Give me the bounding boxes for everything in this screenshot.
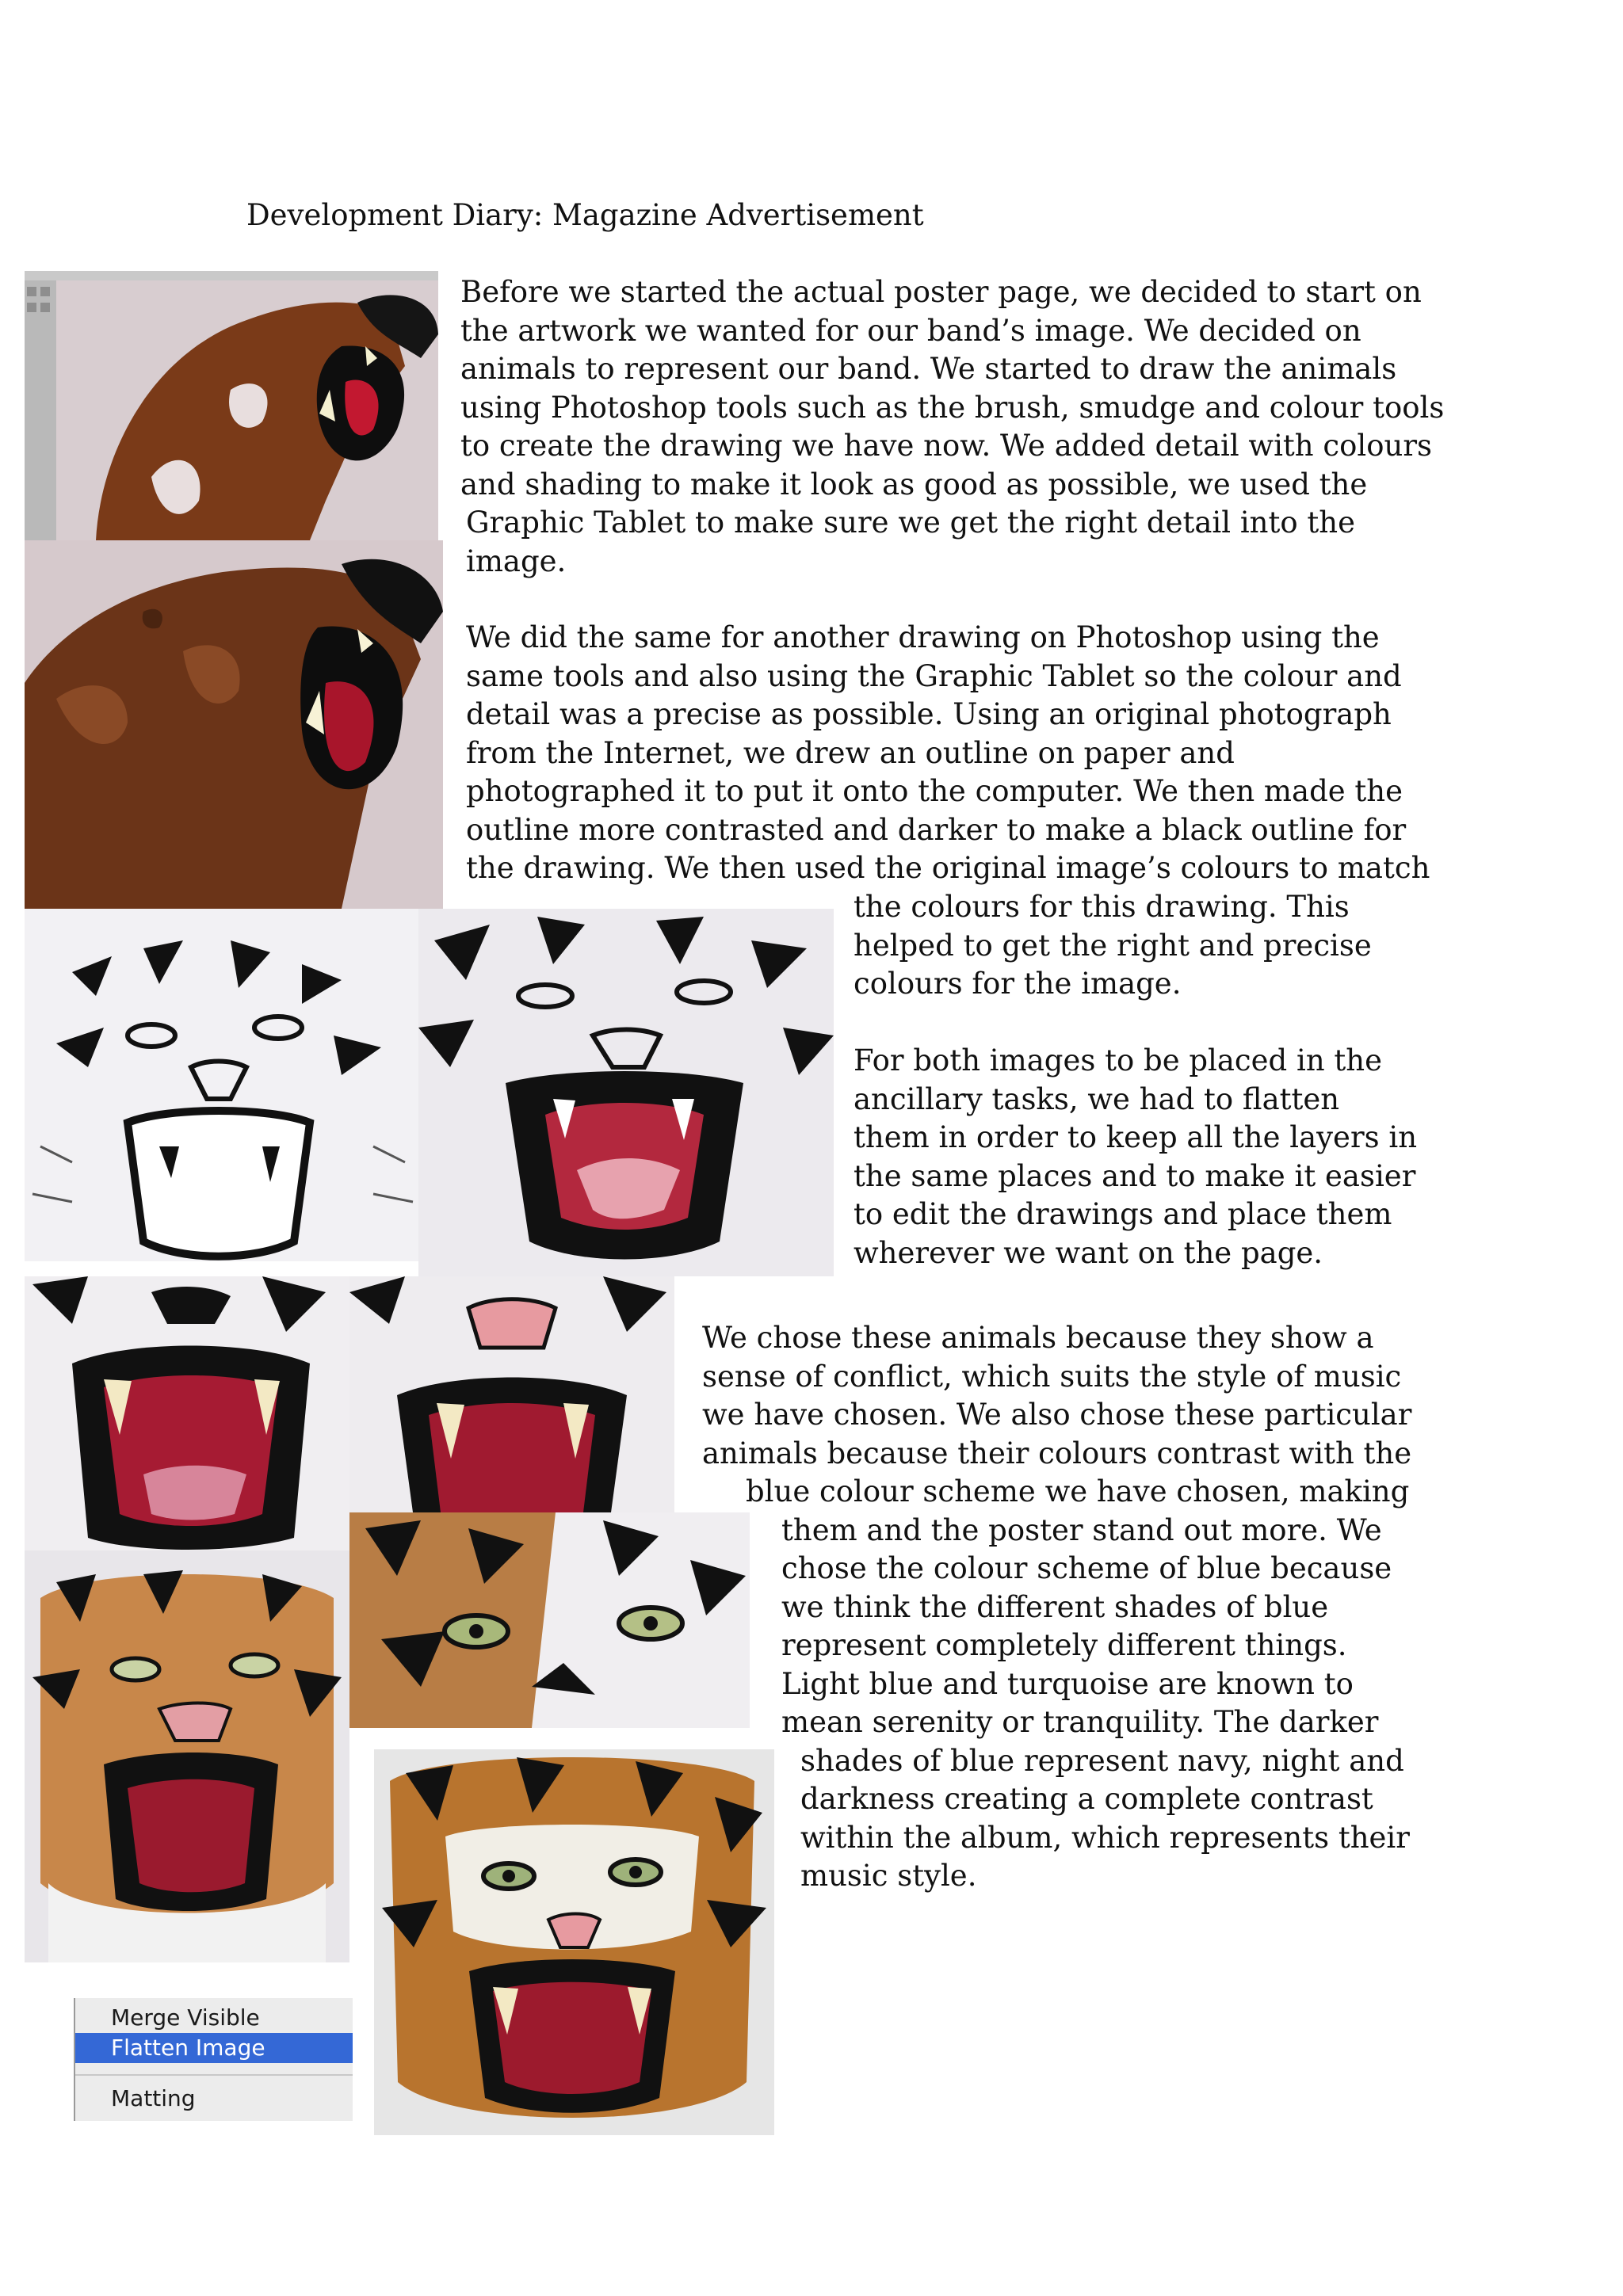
text-line: animals because their colours contrast with the [702, 1436, 1412, 1470]
text-line: ancillary tasks, we had to flatten [854, 1081, 1340, 1116]
text-line: Graphic Tablet to make sure we get the right detail into the [466, 505, 1355, 540]
text-line: sense of conflict, which suits the style of music [702, 1359, 1402, 1394]
text-line: and shading to make it look as good as possible, we used the [460, 467, 1368, 502]
text-line: mean serenity or tranquility. The darker [781, 1705, 1379, 1739]
paragraph-2-continuation [854, 888, 1372, 1004]
text-line: them and the poster stand out more. We [781, 1512, 1382, 1547]
text-line: chose the colour scheme of blue because [781, 1551, 1392, 1585]
tiger-outline-mouth-colour-image [418, 909, 834, 1276]
text-line: the colours for this drawing. This [854, 890, 1350, 924]
menu-divider [75, 2074, 353, 2076]
tiger-final-drawing-image [374, 1749, 774, 2135]
bear-photoshop-screenshot-image [25, 271, 438, 540]
paragraph-4 [702, 1319, 1411, 1896]
text-line: detail was a precise as possible. Using an original photograph [466, 697, 1392, 731]
paragraph-3 [854, 1042, 1417, 1272]
menu-item-merge-visible[interactable]: Merge Visible [111, 2004, 260, 2031]
text-line: image. [466, 543, 567, 578]
text-line: Before we started the actual poster page, we decided to start on [460, 275, 1422, 309]
text-line: outline more contrasted and darker to make a black outline for [466, 812, 1407, 847]
paragraph-1 [460, 273, 1444, 581]
text-line: the drawing. We then used the original image’s colours to match [466, 851, 1430, 885]
text-line: For both images to be placed in the [854, 1043, 1383, 1077]
text-line: we think the different shades of blue [781, 1589, 1329, 1624]
text-line: them in order to keep all the layers in [854, 1120, 1418, 1154]
page-title: Development Diary: Magazine Advertisement [246, 198, 924, 232]
tiger-outline-sketch-image [25, 909, 419, 1261]
bear-finished-drawing-image [25, 540, 443, 909]
text-line: the artwork we wanted for our band’s image. We decided on [460, 313, 1361, 348]
tiger-mouth-closeup-left-image [25, 1276, 349, 1550]
text-line: Light blue and turquoise are known to [781, 1666, 1354, 1701]
text-line: the same places and to make it easier [854, 1158, 1416, 1193]
paragraph-2 [466, 619, 1430, 888]
tiger-colouring-progress-image [25, 1550, 349, 1962]
text-line: to create the drawing we have now. We added detail with colours [460, 429, 1433, 463]
text-line: within the album, which represents their [800, 1820, 1410, 1855]
text-line: blue colour scheme we have chosen, making [746, 1474, 1410, 1508]
tiger-mouth-closeup-right-image [349, 1276, 674, 1512]
text-line: represent completely different things. [781, 1628, 1347, 1662]
text-line: we have chosen. We also chose these particular [702, 1398, 1412, 1432]
text-line: We did the same for another drawing on Photoshop using the [466, 620, 1380, 654]
text-line: colours for the image. [854, 967, 1182, 1001]
text-line: to edit the drawings and place them [854, 1197, 1392, 1231]
text-line: photographed it to put it onto the computer. We then made the [466, 774, 1403, 808]
layer-menu [74, 1998, 353, 2121]
text-line: same tools and also using the Graphic Tablet so the colour and [466, 658, 1402, 693]
menu-item-matting[interactable]: Matting [111, 2085, 196, 2111]
text-line: wherever we want on the page. [854, 1235, 1323, 1270]
text-line: animals to represent our band. We started to draw the animals [460, 352, 1397, 386]
text-line: music style. [800, 1859, 977, 1893]
text-line: shades of blue represent navy, night and [800, 1743, 1404, 1778]
menu-item-flatten-image[interactable]: Flatten Image [75, 2033, 353, 2063]
text-line: We chose these animals because they show a [702, 1321, 1374, 1355]
text-line: helped to get the right and precise [854, 928, 1372, 963]
text-line: darkness creating a complete contrast [800, 1782, 1373, 1816]
text-line: using Photoshop tools such as the brush, smudge and colour tools [460, 390, 1445, 425]
text-line: from the Internet, we drew an outline on paper and [466, 735, 1235, 770]
tiger-eyes-closeup-image [349, 1512, 750, 1728]
